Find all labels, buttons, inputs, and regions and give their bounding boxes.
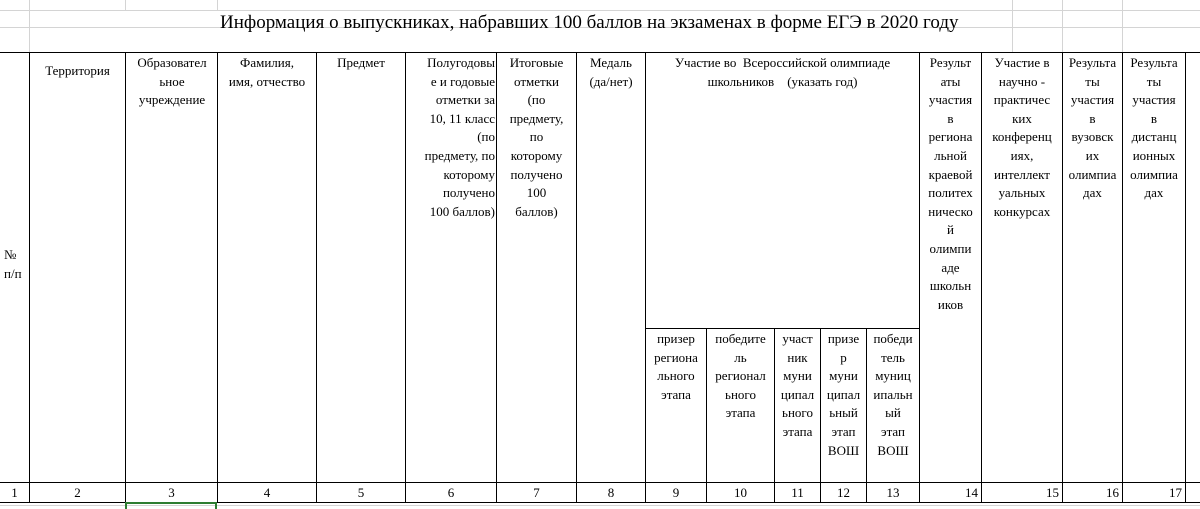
gridline xyxy=(29,0,30,52)
column-number: 5 xyxy=(357,485,365,500)
header-final-grades: Итоговые отметки (по предмету, по которому получено 100 баллов) xyxy=(509,55,564,219)
column-number: 10 xyxy=(734,485,747,500)
column-number: 2 xyxy=(74,485,81,500)
header-number: № п/п xyxy=(4,247,22,281)
col-border xyxy=(576,52,577,503)
header-territory: Территория xyxy=(45,63,110,78)
header-municipal-prizewinner: призе р муни ципал ьный этап ВОШ xyxy=(826,331,861,458)
gridline xyxy=(1122,0,1123,52)
header-polytechnic-olympiad: Результ аты участия в региона льной краевой политех ническо й олимпи аде школьн иков xyxy=(928,55,973,312)
header-full-name: Фамилия, имя, отчество xyxy=(228,55,306,89)
table-border-top xyxy=(0,52,1200,53)
column-number: 9 xyxy=(672,485,680,500)
column-number: 17 xyxy=(1169,485,1182,500)
sheet-title: Информация о выпускниках, набравших 100 баллов на экзаменах в форме ЕГЭ в 2020 году xyxy=(220,12,959,33)
header-semester-grades: Полугодовы е и годовые отметки за 10, 11 класс (по предмету, по которому получено 100 баллов) xyxy=(424,55,495,219)
header-distance-olympiads: Результа ты участия в дистанц ионных олимпиа дах xyxy=(1130,55,1178,201)
gridline xyxy=(217,0,218,10)
header-regional-winner: победите ль регионал ьного этапа xyxy=(715,331,766,421)
col-border xyxy=(645,52,646,503)
header-subject: Предмет xyxy=(337,55,385,70)
column-number: 13 xyxy=(886,485,900,500)
selected-cell[interactable] xyxy=(125,502,217,509)
table-border-header-bottom xyxy=(0,482,1200,483)
column-number: 11 xyxy=(791,485,804,500)
column-number: 3 xyxy=(168,485,175,500)
col-border xyxy=(217,52,218,503)
header-conferences: Участие в научно - практичес ких конференц иях, интеллект уальных конкурсах xyxy=(992,55,1052,219)
column-number: 7 xyxy=(533,485,540,500)
column-number: 12 xyxy=(837,485,850,500)
gridline xyxy=(1062,0,1063,52)
column-number: 8 xyxy=(607,485,615,500)
gridline xyxy=(0,10,1200,11)
header-municipal-participant: участ ник муни ципал ьного этапа xyxy=(780,331,815,439)
header-medal: Медаль (да/нет) xyxy=(589,55,633,89)
header-olympiad-group: Участие во Всероссийской олимпиаде школьников (указать год) xyxy=(674,55,891,89)
header-institution: Образовател ьное учреждение xyxy=(137,55,207,108)
gridline xyxy=(1012,0,1013,52)
header-university-olympiads: Результа ты участия в вузовск их олимпиа дах xyxy=(1068,55,1117,201)
header-municipal-winner: победи тель муниц ипальн ый этап ВОШ xyxy=(873,331,913,458)
column-number: 14 xyxy=(965,485,978,500)
column-number: 4 xyxy=(263,485,271,500)
col-border xyxy=(1185,52,1186,503)
column-number: 16 xyxy=(1106,485,1119,500)
column-number: 15 xyxy=(1046,485,1059,500)
gridline xyxy=(125,0,126,10)
col-border xyxy=(125,52,126,503)
col-border xyxy=(316,52,317,503)
column-number: 6 xyxy=(447,485,455,500)
header-regional-prizewinner: призер региона льного этапа xyxy=(654,331,698,402)
olympiad-subheader-line xyxy=(645,328,919,329)
column-number: 1 xyxy=(11,485,18,500)
